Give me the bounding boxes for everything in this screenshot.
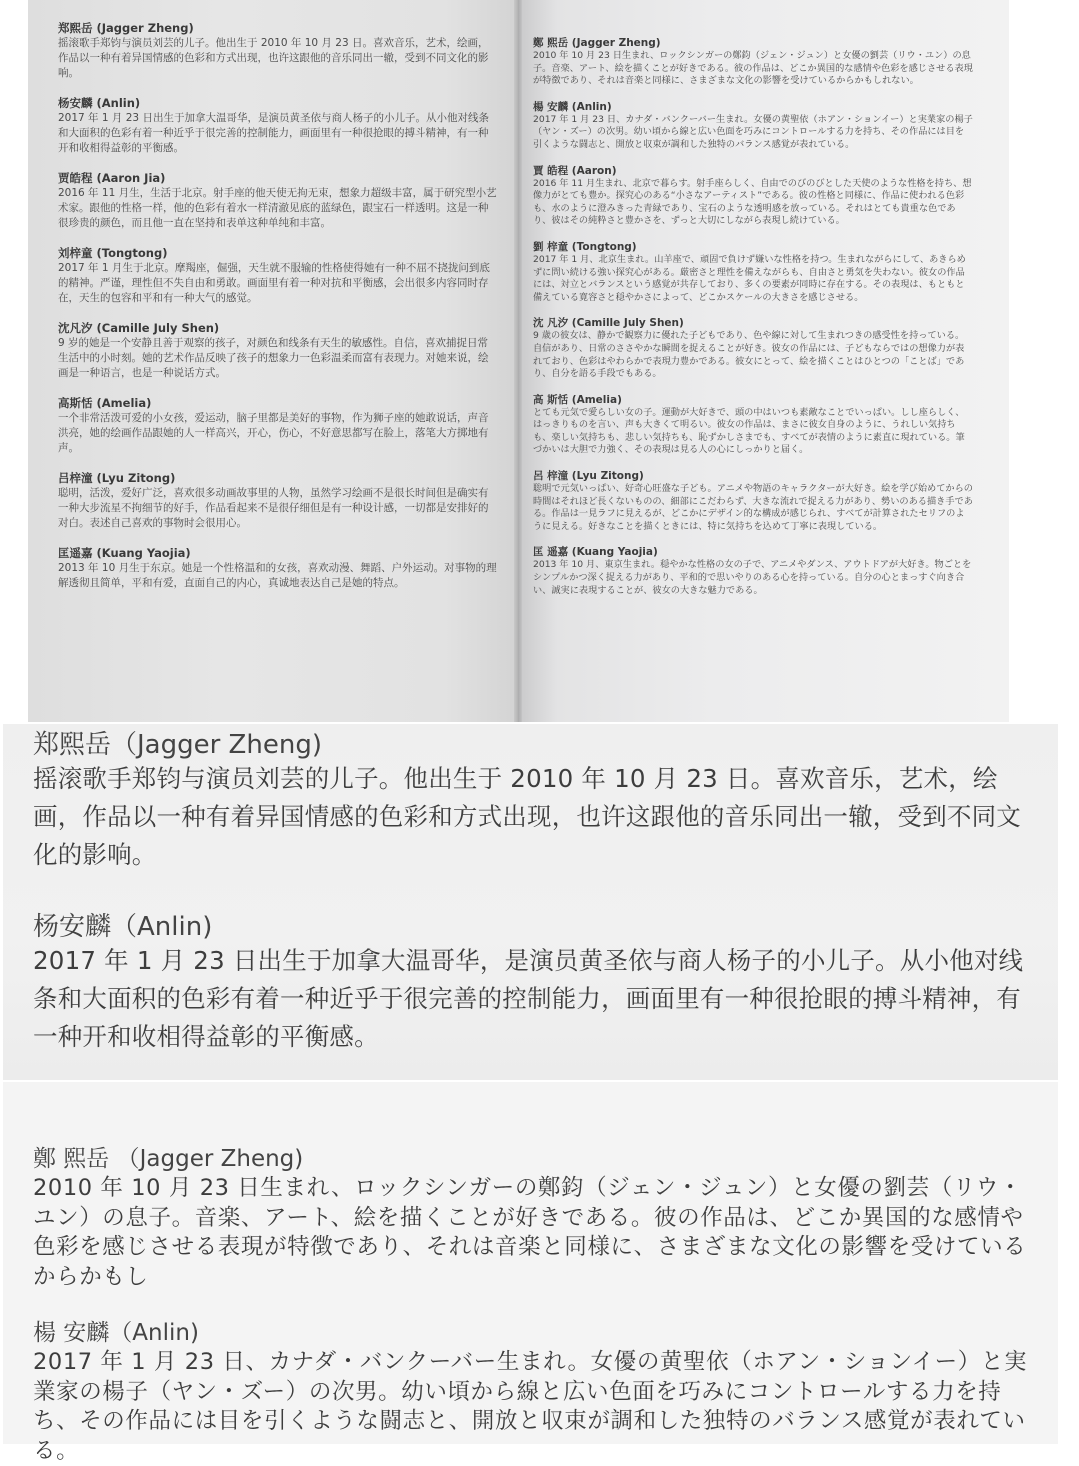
artist-name: 高 斯恬 (Amelia) <box>533 393 622 406</box>
zoom-entry-zh <box>33 730 1033 874</box>
zoomed-japanese-excerpt <box>3 1082 1058 1464</box>
zoomed-chinese-excerpt <box>3 724 1058 1080</box>
bio-entry-ja <box>533 164 973 228</box>
bio-entry-zh <box>58 95 498 156</box>
zoom-entry-ja <box>33 1318 1043 1466</box>
zoom-entry-zh <box>33 912 1033 1056</box>
artist-name: 賈 皓程 (Aaron) <box>533 164 617 177</box>
artist-bio: 2010 年 10 月 23 日生まれ、ロックシンガーの鄭鈞（ジェン・ジュン）と女優の劉芸（リウ・ユン）の息子。音楽、アート、絵を描くことが好きである。彼の作品は、どこか異国的な感情や色彩を感じさせる表現が特徴であり、それは音楽と同様に、さまざまな文化の影響を受けているからかもし <box>33 1175 1027 1290</box>
artist-name: 鄭 熙岳 （Jagger Zheng) <box>33 1146 304 1172</box>
artist-name: 刘梓童 (Tongtong) <box>58 246 168 260</box>
artist-name: 郑熙岳 (Jagger Zheng) <box>58 21 194 35</box>
artist-bio: 聪明，活泼，爱好广泛，喜欢很多动画故事里的人物，虽然学习绘画不是很长时间但是确实有一种大步流星不拘细节的好手，作品看起来不是很仔细但是有一种设计感，一切都是安排好的对白。表述自己喜欢的事物时会很用心。 <box>58 487 489 529</box>
artist-name: 郑熙岳（Jagger Zheng) <box>33 730 322 760</box>
artist-bio: 聡明で元気いっぱい、好奇心旺盛な子ども。アニメや物語のキャラクターが大好き。絵を学び始めてからの時間はそれほど長くないものの、細部にこだわらず、大きな流れで捉える力があり、勢いのある描き手である。作品は一見ラフに見えるが、どこかにデザイン的な構成が感じられ、すべてが計算されたセリフのように見える。好きなことを描くときには、特に気持ちを込めて丁寧に表現している。 <box>533 483 973 532</box>
artist-bio: 2010 年 10 月 23 日生まれ、ロックシンガーの鄭鈞（ジェン・ジュン）と女優の劉芸（リウ・ユン）の息子。音楽、アート、絵を描くことが好きである。彼の作品は、どこか異国的な感情や色彩を感じさせる表現が特徴であり、それは音楽と同様に、さまざまな文化の影響を受けているからかもしれない。 <box>533 50 973 87</box>
bio-entry-zh <box>58 320 498 381</box>
bio-entry-ja <box>533 393 973 457</box>
artist-bio: 2013 年 10 月生于东京。她是一个性格温和的女孩，喜欢动漫、舞蹈、户外运动。对事物的理解透彻且简单，平和有爱，直面自己的内心，真诚地表达自己是她的特点。 <box>58 562 497 589</box>
artist-name: 楊 安麟 (Anlin) <box>533 100 612 113</box>
bio-entry-zh <box>58 395 498 456</box>
artist-name: 杨安麟 (Anlin) <box>58 96 141 110</box>
artist-name: 匡 遥嘉 (Kuang Yaojia) <box>533 546 658 559</box>
artist-bio: 一个非常活泼可爱的小女孩，爱运动，脑子里都是美好的事物，作为狮子座的她敢说话，声音洪亮，她的绘画作品跟她的人一样高兴，开心，伤心，不好意思都写在脸上，落笔大方掷地有声。 <box>58 412 489 454</box>
artist-name: 沈凡汐 (Camille July Shen) <box>58 321 220 335</box>
bio-entry-ja <box>533 316 973 380</box>
artist-bio: 2016 年 11 月生まれ、北京で暮らす。射手座らしく、自由でのびのびとした天使のような性格を持ち、想像力がとても豊か。探究心のある“小さなアーティスト”である。彼の性格と同様に、作品に使われる色彩も、水のように澄みきった青緑であり、宝石のような透明感を放っている。それはとても貴重な色であり、彼はその純粋さと豊かさを、ずっと大切にしながら表現し続けている。 <box>533 177 972 227</box>
artist-name: 贾皓程 (Aaron Jia) <box>58 171 166 185</box>
japanese-bio-column <box>533 36 973 609</box>
artist-bio: 2017 年 1 月生于北京。摩羯座，倔强，天生就不服输的性格使得她有一种不屈不挠拢问到底的精神。严谨，理性但不失自由和勇敢。画面里有着一种对抗和平衡感，会出很多内容同时存在，天生的包容和平和有一种大气的感觉。 <box>58 262 490 304</box>
artist-bio: 9 歳の彼女は、静かで観察力に優れた子どもであり、色や線に対して生まれつきの感受性を持っている。自信があり、日常のささやかな瞬間を捉えることが好き。彼女の作品には、子どもならではの想像力が表れており、色彩はやわらかで表現力豊かである。彼女にとって、絵を描くことはひとつの「ことば」であり、自分を語る手段でもある。 <box>533 330 965 380</box>
bio-entry-ja <box>533 545 973 597</box>
artist-bio: 2017 年 1 月 23 日、カナダ・バンクーバー生まれ。女優の黄聖依（ホアン・ションイー）と実業家の楊子（ヤン・ズー）の次男。幼い頃から線と広い色面を巧みにコントロールする力を持ち、その作品には目を引くような闘志と、開放と収束が調和した独特のバランス感覚が表れている。 <box>533 113 973 150</box>
artist-bio: 2017 年 1 月 23 日、カナダ・バンクーバー生まれ。女優の黄聖依（ホアン・ションイー）と実業家の楊子（ヤン・ズー）の次男。幼い頃から線と広い色面を巧みにコントロールする力を持ち、その作品には目を引くような闘志と、開放と収束が調和した独特のバランス感覚が表れている。 <box>33 1349 1028 1464</box>
book-gutter <box>514 0 522 722</box>
bio-entry-zh <box>58 20 498 81</box>
artist-bio: 2017 年 1 月 23 日出生于加拿大温哥华，是演员黄圣依与商人杨子的小儿子。从小他对线条和大面积的色彩有着一种近乎于很完善的控制能力，画面里有一种很抢眼的搏斗精神，有一种开和收相得益彰的平衡感。 <box>33 946 1024 1051</box>
artist-bio: 9 岁的她是一个安静且善于观察的孩子，对颜色和线条有天生的敏感性。自信，喜欢捕捉日常生活中的小时刻。她的艺术作品反映了孩子的想象力一色彩温柔而富有表现力。对她来说，绘画是一种语言，也是一种说话方式。 <box>58 337 489 379</box>
artist-bio: 2017 年 1 月、北京生まれ。山羊座で、頑固で負けず嫌いな性格を持つ。生まれながらにして、あきらめずに問い続ける強い探究心がある。厳密さと理性を備えながらも、自由さと勇気を失わない。彼女の作品には、対立とバランスという感覚が共存しており、多くの要素が同時に存在する。その表現は、もともと備えている寛容さと穏やかさによって、どこかスケールの大きさを感じさせる。 <box>533 253 966 303</box>
artist-name: 劉 梓童 (Tongtong) <box>533 240 637 253</box>
artist-bio: 2013 年 10 月、東京生まれ。穏やかな性格の女の子で、アニメやダンス、アウトドアが大好き。物ごとをシンプルかつ深く捉える力があり、平和的で思いやりのある心を持っている。自分の心とまっすぐ向き合い、誠実に表現することが、彼女の大きな魅力である。 <box>533 559 972 596</box>
artist-name: 吕梓潼 (Lyu Zitong) <box>58 471 176 485</box>
artist-name: 呂 梓潼 (Lyu Zitong) <box>533 470 644 483</box>
artist-name: 鄭 熙岳 (Jagger Zheng) <box>533 37 661 49</box>
bio-entry-ja <box>533 469 973 533</box>
bio-entry-zh <box>58 170 498 231</box>
artist-name: 楊 安麟（Anlin) <box>33 1320 199 1346</box>
artist-bio: とても元気で愛らしい女の子。運動が大好きで、頭の中はいつも素敵なことでいっぱい。しし座らしく、はっきりものを言い、声も大きくて明るい。彼女の作品は、まさに彼女自身のように、うれしい気持ちも、楽しい気持ちも、悲しい気持ちも、恥ずかしさまでも、すべてが表情のように素直に現れている。筆づかいは大胆で力強く、その表現は見る人の心にしっかりと届く。 <box>533 406 965 456</box>
artist-bio: 摇滚歌手郑钧与演员刘芸的儿子。他出生于 2010 年 10 月 23 日。喜欢音乐，艺术，绘画，作品以一种有着异国情感的色彩和方式出现，也许这跟他的音乐同出一辙，受到不同文化的影响。 <box>33 764 1021 869</box>
artist-bio: 2017 年 1 月 23 日出生于加拿大温哥华，是演员黄圣依与商人杨子的小儿子。从小他对线条和大面积的色彩有着一种近乎于很完善的控制能力，画面里有一种很抢眼的搏斗精神，有一种开和收相得益彰的平衡感。 <box>58 112 489 154</box>
artist-name: 杨安麟（Anlin) <box>33 912 213 942</box>
bio-entry-zh <box>58 470 498 531</box>
bio-entry-ja <box>533 100 973 152</box>
artist-name: 沈 凡汐 (Camille July Shen) <box>533 317 684 330</box>
bio-entry-ja <box>533 240 973 304</box>
artist-bio: 摇滚歌手郑钧与演员刘芸的儿子。他出生于 2010 年 10 月 23 日。喜欢音乐，艺术，绘画，作品以一种有着异国情感的色彩和方式出现，也许这跟他的音乐同出一辙，受到不同文化的影响。 <box>58 37 489 79</box>
chinese-bio-column <box>58 20 498 605</box>
bio-entry-zh <box>58 545 498 591</box>
artist-bio: 2016 年 11 月生，生活于北京。射手座的他天使无拘无束，想象力超级丰富，属于研究型小艺术家。跟他的性格一样，他的色彩有着水一样清澈见底的蓝绿色，跟宝石一样透明。这是一种很珍贵的颜色，而且他一直在坚持和表单这种单纯和丰富。 <box>58 187 497 229</box>
booklet-spread-photo <box>28 0 1009 722</box>
bio-entry-ja <box>533 36 973 88</box>
artist-name: 高斯恬 (Amelia) <box>58 396 152 410</box>
bio-entry-zh <box>58 245 498 306</box>
zoom-entry-ja <box>33 1144 1043 1292</box>
artist-name: 匡遥嘉 (Kuang Yaojia) <box>58 546 191 560</box>
